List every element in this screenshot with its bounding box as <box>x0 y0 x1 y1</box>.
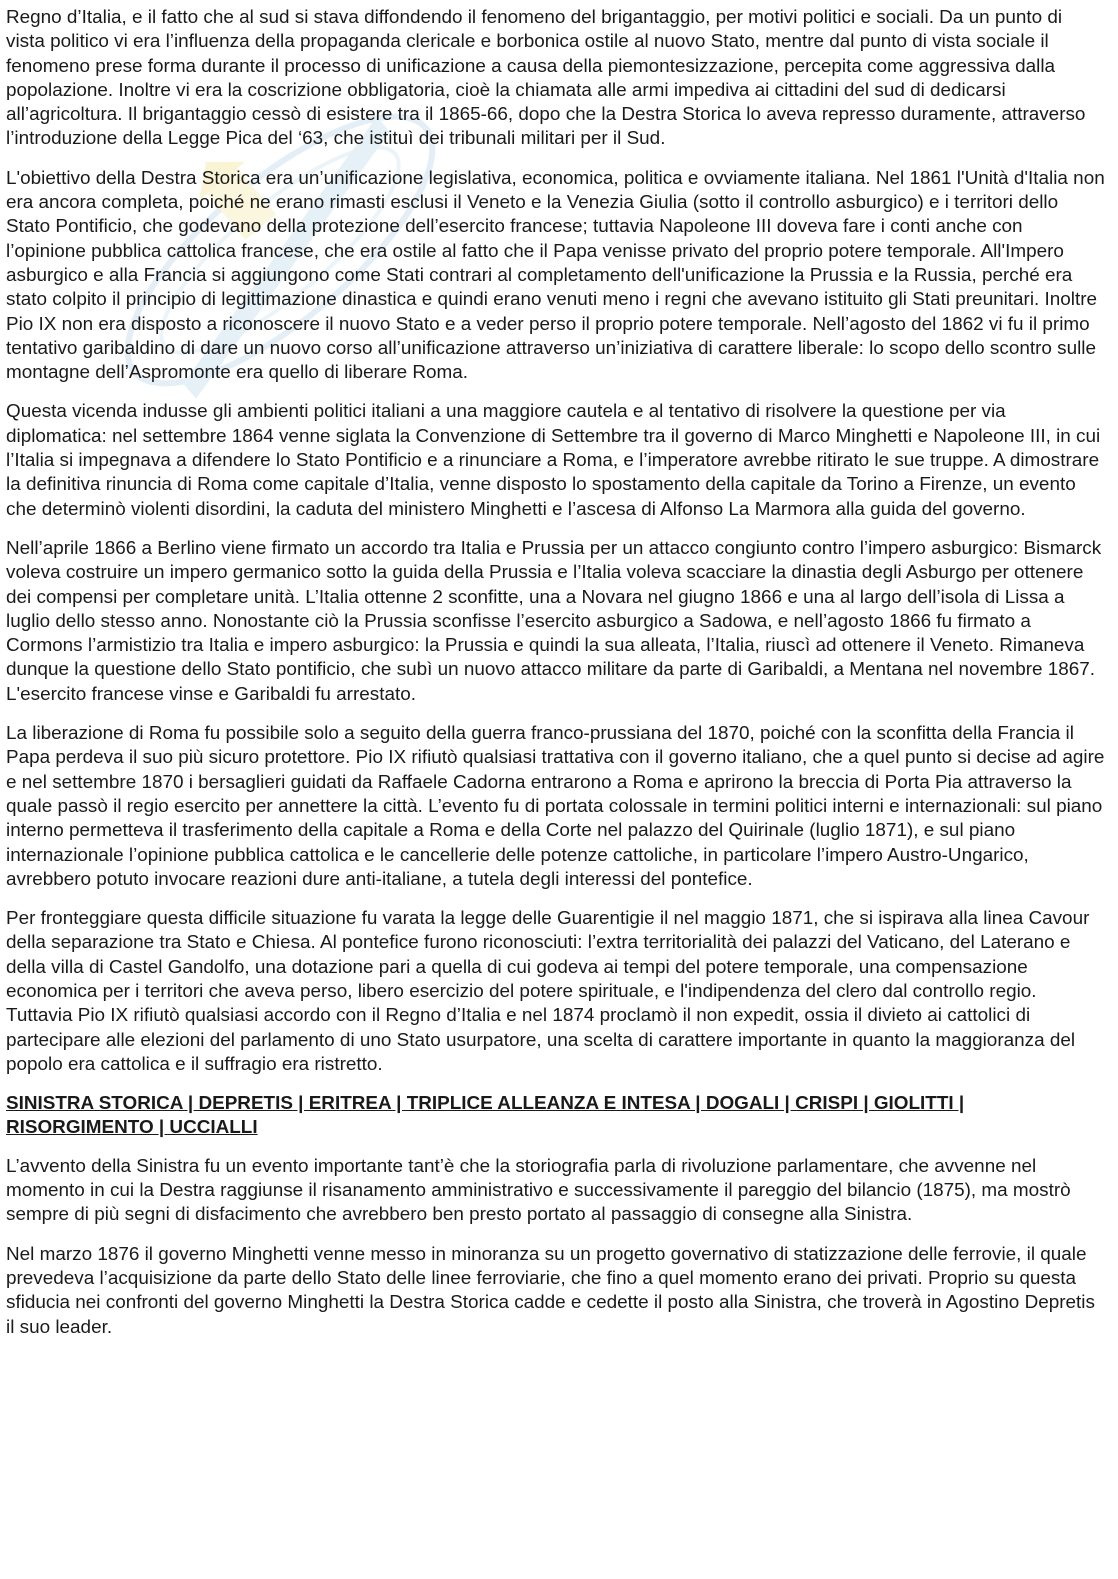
paragraph-destra-storica: L'obiettivo della Destra Storica era un’unificazione legislativa, economica, politica e ovviamente italiana. Nel 1861 l'Unità d'Italia non era ancora completa, poiché ne erano rimasti esclusi il Veneto e la Venezia Giulia (sotto il controllo asburgico) e i territori dello Stato Pontificio, che godevano della protezione dell’esercito francese; tuttavia Napoleone III doveva fare i conti anche con l’opinione pubblica cattolica francese, che era ostile al fatto che il Papa venisse privato del proprio potere temporale. All'Impero asburgico e alla Francia si aggiungono come Stati contrari al completamento dell'unificazione la Prussia e la Russia, perché era stato colpito il principio di legittimazione dinastica e quindi erano venuti meno i regni che avevano istituito gli Stati preunitari. Inoltre Pio IX non era disposto a riconoscere il nuovo Stato e a veder perso il proprio potere temporale. Nell’agosto del 1862 vi fu il primo tentativo garibaldino di dare un nuovo corso all’unificazione attraverso un’iniziativa di carattere liberale: lo scopo dello scontro sulle montagne dell’Aspromonte era quello di liberare Roma. <box>6 167 1105 384</box>
paragraph-avvento-sinistra: L’avvento della Sinistra fu un evento importante tant’è che la storiografia parla di rivoluzione parlamentare, che avvenne nel momento in cui la Destra raggiunse il risanamento amministrativo e successivamente il pareggio del bilancio (1875), ma mostrò sempre di più segni di disfacimento che avrebbero ben presto portato al passaggio di consegne alla Sinistra. <box>6 1155 1071 1226</box>
document-page <box>6 6 1106 1355</box>
section-heading-sinistra-storica: SINISTRA STORICA | DEPRETIS | ERITREA | TRIPLICE ALLEANZA E INTESA | DOGALI | CRISPI | GIOLITTI | RISORGIMENTO | UCCIALLI <box>6 1093 965 1139</box>
paragraph-legge-guarentigie: Per fronteggiare questa difficile situazione fu varata la legge delle Guarentigie il nel maggio 1871, che si ispirava alla linea Cavour della separazione tra Stato e Chiesa. Al pontefice furono riconosciuti: l’extra territorialità dei palazzi del Vaticano, del Laterano e della villa di Castel Gandolfo, una dotazione pari a quella di cui godeva ai tempi del potere temporale, una compensazione economica per i territori che aveva perso, libero esercizio del potere spirituale, e l'indipendenza del clero dal controllo regio. Tuttavia Pio IX rifiutò qualsiasi accordo con il Regno d’Italia e nel 1874 proclamò il non expedit, ossia il divieto ai cattolici di partecipare alle elezioni del parlamento di uno Stato usurpatore, una scelta di carattere importante in quanto la maggioranza del popolo era cattolica e il suffragio era ristretto. <box>6 908 1090 1075</box>
paragraph-brigantaggio: Regno d’Italia, e il fatto che al sud si stava diffondendo il fenomeno del brigantaggio, per motivi politici e sociali. Da un punto di vista politico vi era l’influenza della propaganda clericale e borbonica ostile al nuovo Stato, mentre dal punto di vista sociale il fenomeno prese forma durante il processo di unificazione a causa della piemontesizzazione, percepita come aggressiva dalla popolazione. Inoltre vi era la coscrizione obbligatoria, cioè la chiamata alle armi impediva ai cittadini del sud di dedicarsi all’agricoltura. Il brigantaggio cessò di esistere tra il 1865-66, dopo che la Destra Storica lo aveva represso duramente, attraverso l’introduzione della Legge Pica del ‘63, che istituì dei tribunali militari per il Sud. <box>6 7 1086 150</box>
paragraph-convenzione-settembre: Questa vicenda indusse gli ambienti politici italiani a una maggiore cautela e al tentativo di risolvere la questione per via diplomatica: nel settembre 1864 venne siglata la Convenzione di Settembre tra il governo di Marco Minghetti e Napoleone III, in cui l’Italia si impegnava a difendere lo Stato Pontificio e a rinunciare a Roma, e l’imperatore avrebbe ritirato le sue truppe. A dimostrare la definitiva rinuncia di Roma come capitale d’Italia, venne disposto lo spostamento della capitale da Torino a Firenze, un evento che determinò violenti disordini, la caduta del ministero Minghetti e l’ascesa di Alfonso La Marmora alla guida del governo. <box>6 401 1101 520</box>
paragraph-liberazione-roma: La liberazione di Roma fu possibile solo a seguito della guerra franco-prussiana del 1870, poiché con la sconfitta della Francia il Papa perdeva il suo più sicuro protettore. Pio IX rifiutò qualsiasi trattativa con il governo italiano, che a quel punto si decise ad agire e nel settembre 1870 i bersaglieri guidati da Raffaele Cadorna entrarono a Roma e aprirono la breccia di Porta Pia attraverso la quale passò il regio esercito per annettere la città. L’evento fu di portata colossale in termini politici interni e internazionali: sul piano interno permetteva il trasferimento della capitale a Roma e della Corte nel palazzo del Quirinale (luglio 1871), e sul piano internazionale l’opinione pubblica cattolica e le cancellerie delle potenze cattoliche, in particolare l’impero Austro-Ungarico, avrebbero potuto invocare reazioni dure anti-italiane, a tutela degli interessi del pontefice. <box>6 723 1105 890</box>
paragraph-governo-minghetti: Nel marzo 1876 il governo Minghetti venne messo in minoranza su un progetto governativo di statizzazione delle ferrovie, il quale prevedeva l’acquisizione da parte dello Stato delle linee ferroviarie, che fino a quel momento erano dei privati. Proprio su questa sfiducia nei confronti del governo Minghetti la Destra Storica cadde e cedette il posto alla Sinistra, che troverà in Agostino Depretis il suo leader. <box>6 1243 1095 1338</box>
paragraph-accordo-prussia: Nell’aprile 1866 a Berlino viene firmato un accordo tra Italia e Prussia per un attacco congiunto contro l’impero asburgico: Bismarck voleva costruire un impero germanico sotto la guida della Prussia e l’Italia voleva scacciare la dinastia degli Asburgo per ottenere dei compensi per completare unità. L’Italia ottenne 2 sconfitte, una a Novara nel giugno 1866 e una al largo dell’isola di Lissa a luglio dello stesso anno. Nonostante ciò la Prussia sconfisse l’esercito asburgico a Sadowa, e nell’agosto 1866 fu firmato a Cormons l’armistizio tra Italia e impero asburgico: la Prussia e quindi la sua alleata, l’Italia, riuscì ad ottenere il Veneto. Rimaneva dunque la questione dello Stato pontificio, che subì un nuovo attacco militare da parte di Garibaldi, a Mentana nel novembre 1867. L'esercito francese vinse e Garibaldi fu arrestato. <box>6 537 1102 705</box>
